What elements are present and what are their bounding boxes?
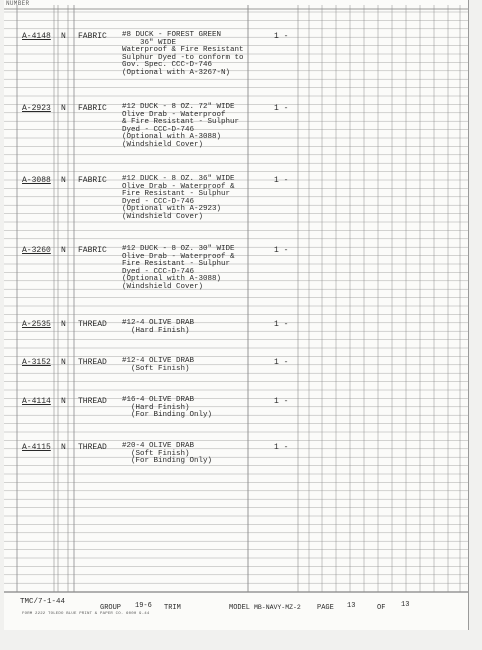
number-column-header: NUMBER bbox=[6, 0, 30, 7]
description-line: #16-4 OLIVE DRAB bbox=[122, 396, 195, 404]
description-line: Olive Drab - Waterproof & bbox=[122, 252, 235, 261]
footer-of-label: OF bbox=[377, 604, 386, 612]
description-line: (Hard Finish) bbox=[122, 403, 190, 412]
description-line: #12 DUCK - 8 OZ. 36" WIDE bbox=[122, 175, 235, 183]
description-line: 36" WIDE bbox=[122, 38, 177, 47]
footer-page-value: 13 bbox=[347, 602, 356, 610]
description-line: (Windshield Cover) bbox=[122, 282, 204, 291]
quantity: 1 - bbox=[274, 443, 289, 452]
quantity: 1 - bbox=[274, 104, 289, 113]
code-letter: N bbox=[61, 397, 66, 406]
code-letter: N bbox=[61, 104, 66, 113]
part-number: A-4115 bbox=[22, 443, 51, 452]
description-line: Dyed - CCC-D-746 bbox=[122, 267, 195, 276]
description-line: (Optional with A-3088) bbox=[122, 133, 222, 142]
code-letter: N bbox=[61, 176, 66, 185]
item-description bbox=[122, 32, 244, 78]
description-line: (For Binding Only) bbox=[122, 457, 213, 466]
description-line: #20-4 OLIVE DRAB bbox=[122, 442, 195, 450]
footer-page-label: PAGE bbox=[317, 604, 334, 612]
description-line: & Fire Resistant - Sulphur bbox=[122, 118, 240, 127]
description-line: #12-4 OLIVE DRAB bbox=[122, 319, 195, 327]
description-line: (For Binding Only) bbox=[122, 411, 213, 420]
item-type: THREAD bbox=[78, 358, 107, 367]
item-type: FABRIC bbox=[78, 246, 107, 255]
ruled-grid bbox=[4, 0, 468, 630]
parts-list-sheet bbox=[4, 0, 469, 630]
quantity: 1 - bbox=[274, 32, 289, 41]
item-type: FABRIC bbox=[78, 32, 107, 41]
description-line: Olive Drab - Waterproof bbox=[122, 110, 226, 119]
description-line: (Soft Finish) bbox=[122, 364, 190, 373]
description-line: #8 DUCK - FOREST GREEN bbox=[122, 31, 222, 39]
footer-group-label: GROUP bbox=[100, 604, 122, 612]
description-line: (Windshield Cover) bbox=[122, 140, 204, 149]
code-letter: N bbox=[61, 320, 66, 329]
footer-of-value: 13 bbox=[401, 601, 410, 609]
description-line: #12 DUCK - 8 OZ. 30" WIDE bbox=[122, 245, 235, 253]
item-description bbox=[122, 320, 194, 335]
description-line: Dyed - CCC-D-746 bbox=[122, 125, 195, 134]
description-line: Dyed - CCC-D-746 bbox=[122, 197, 195, 206]
description-line: Olive Drab - Waterproof & bbox=[122, 182, 235, 191]
part-number: A-4114 bbox=[22, 397, 51, 406]
description-line: Fire Resistant - Sulphur bbox=[122, 190, 231, 199]
quantity: 1 - bbox=[274, 358, 289, 367]
footer-model-label: MODEL bbox=[229, 604, 251, 612]
part-number: A-3260 bbox=[22, 246, 51, 255]
item-description bbox=[122, 358, 194, 373]
item-description bbox=[122, 246, 235, 292]
quantity: 1 - bbox=[274, 176, 289, 185]
description-line: #12 DUCK - 8 OZ. 72" WIDE bbox=[122, 103, 235, 111]
code-letter: N bbox=[61, 32, 66, 41]
description-line: Fire Resistant - Sulphur bbox=[122, 260, 231, 269]
code-letter: N bbox=[61, 246, 66, 255]
description-line: (Soft Finish) bbox=[122, 449, 190, 458]
footer-model-value: MB-NAVY-MZ-2 bbox=[254, 604, 301, 611]
description-line: (Windshield Cover) bbox=[122, 212, 204, 221]
item-type: FABRIC bbox=[78, 104, 107, 113]
item-type: FABRIC bbox=[78, 176, 107, 185]
footer-group-value: 19-6 bbox=[135, 602, 152, 610]
description-line: Sulphur Dyed -to conform to bbox=[122, 53, 244, 62]
part-number: A-2535 bbox=[22, 320, 51, 329]
item-description bbox=[122, 104, 239, 150]
quantity: 1 - bbox=[274, 320, 289, 329]
part-number: A-4148 bbox=[22, 32, 51, 41]
part-number: A-2923 bbox=[22, 104, 51, 113]
code-letter: N bbox=[61, 358, 66, 367]
quantity: 1 - bbox=[274, 246, 289, 255]
description-line: (Optional with A-3267-N) bbox=[122, 68, 231, 77]
item-type: THREAD bbox=[78, 443, 107, 452]
description-line: (Optional with A-2923) bbox=[122, 205, 222, 214]
form-printer-note: FORM 2222 TOLEDO BLUE PRINT & PAPER CO. 6000 9-44 bbox=[22, 612, 150, 616]
description-line: (Hard Finish) bbox=[122, 326, 190, 335]
footer-group-name: TRIM bbox=[164, 604, 181, 612]
item-description bbox=[122, 176, 235, 222]
code-letter: N bbox=[61, 443, 66, 452]
footer-date: TMC/7-1-44 bbox=[20, 598, 66, 606]
part-number: A-3088 bbox=[22, 176, 51, 185]
item-type: THREAD bbox=[78, 397, 107, 406]
item-description bbox=[122, 443, 212, 466]
description-line: (Optional with A-3088) bbox=[122, 275, 222, 284]
description-line: Waterproof & Fire Resistant bbox=[122, 46, 244, 55]
item-type: THREAD bbox=[78, 320, 107, 329]
description-line: Gov. Spec. CCC-D-746 bbox=[122, 61, 213, 70]
item-description bbox=[122, 397, 212, 420]
description-line: #12-4 OLIVE DRAB bbox=[122, 357, 195, 365]
part-number: A-3152 bbox=[22, 358, 51, 367]
quantity: 1 - bbox=[274, 397, 289, 406]
